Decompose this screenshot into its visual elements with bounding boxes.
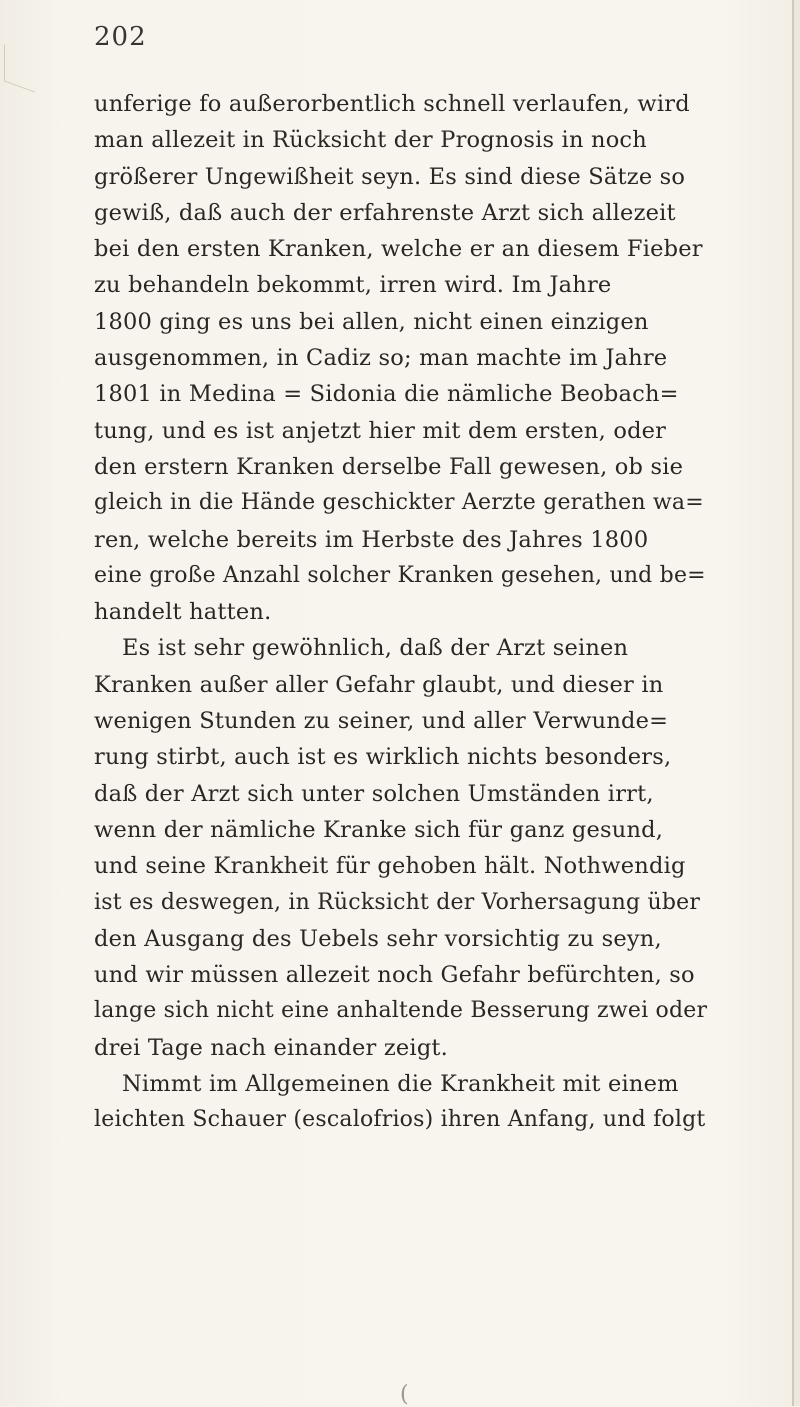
corner-fold-mark [4, 44, 35, 92]
page-edge-line [792, 0, 794, 1406]
text-line: handelt hatten. [94, 599, 272, 626]
text-line: gewiß, daß auch der erfahrenste Arzt sich allezeit [94, 199, 676, 226]
text-line: zu behandeln bekommt, irren wird. Im Jahre [94, 272, 612, 299]
text-line: ist es deswegen, in Rücksicht der Vorhersagung über [94, 889, 701, 915]
text-line: daß der Arzt sich unter solchen Umständen irrt, [94, 780, 654, 807]
page-number: 202 [94, 22, 147, 52]
text-line: rung stirbt, auch ist es wirklich nichts besonders, [94, 744, 672, 771]
text-line: 1801 in Medina = Sidonia die nämliche Beobach= [94, 381, 679, 408]
text-line: ren, welche bereits im Herbste des Jahres 1800 [94, 526, 649, 553]
text-line: tung, und es ist anjetzt hier mit dem ersten, oder [94, 417, 667, 444]
text-line: wenn der nämliche Kranke sich für ganz gesund, [94, 816, 664, 843]
text-line: 1800 ging es uns bei allen, nicht einen einzigen [94, 308, 649, 335]
text-line: unferige fo außerorbentlich schnell verlaufen, wird [94, 91, 690, 117]
text-line: leichten Schauer (escalofrios) ihren Anfang, und folgt [94, 1107, 706, 1133]
text-line: gleich in die Hände geschickter Aerzte gerathen wa= [94, 490, 704, 516]
page-edge-shadow [794, 0, 800, 1406]
text-line: eine große Anzahl solcher Kranken gesehen, und be= [94, 562, 706, 588]
text-line: lange sich nicht eine anhaltende Besserung zwei oder [94, 998, 708, 1024]
text-line: und seine Krankheit für gehoben hält. Nothwendig [94, 853, 686, 880]
text-line: wenigen Stunden zu seiner, und aller Verwunde= [94, 708, 669, 735]
text-line: den Ausgang des Uebels sehr vorsichtig zu seyn, [94, 925, 662, 952]
text-line: und wir müssen allezeit noch Gefahr befürchten, so [94, 962, 695, 989]
text-line: Kranken außer aller Gefahr glaubt, und dieser in [94, 671, 664, 698]
stray-print-mark: ( [400, 1382, 409, 1407]
text-line: Nimmt im Allgemeinen die Krankheit mit einem [122, 1071, 679, 1098]
text-line: größerer Ungewißheit seyn. Es sind diese Sätze so [94, 163, 686, 190]
text-line: Es ist sehr gewöhnlich, daß der Arzt seinen [122, 635, 629, 662]
body-text [94, 86, 712, 1139]
text-line: bei den ersten Kranken, welche er an diesem Fieber [94, 236, 703, 263]
text-line: ausgenommen, in Cadiz so; man machte im Jahre [94, 345, 668, 372]
text-line: drei Tage nach einander zeigt. [94, 1034, 449, 1061]
text-line: man allezeit in Rücksicht der Prognosis in noch [94, 127, 647, 154]
text-line: den erstern Kranken derselbe Fall gewesen, ob sie [94, 453, 684, 480]
